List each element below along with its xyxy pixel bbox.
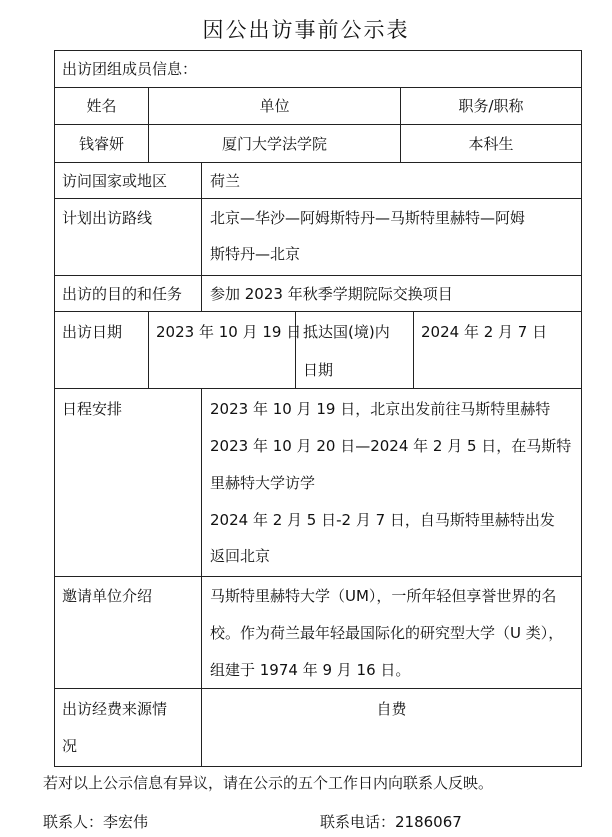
row-divider bbox=[54, 87, 582, 88]
col-divider bbox=[413, 311, 414, 389]
table-border-bottom bbox=[54, 766, 582, 767]
member-unit: 厦门大学法学院 bbox=[221, 135, 327, 153]
footer-notice: 若对以上公示信息有异议，请在公示的五个工作日内向联系人反映。 bbox=[43, 774, 494, 792]
route-label: 计划出访路线 bbox=[62, 209, 153, 227]
return-date: 2024 年 2 月 7 日 bbox=[421, 323, 548, 341]
funding-value: 自费 bbox=[376, 700, 407, 718]
footer-phone: 联系电话：2186067 bbox=[320, 813, 462, 831]
route-line-1: 北京—华沙—阿姆斯特丹—马斯特里赫特—阿姆 bbox=[210, 209, 526, 227]
purpose-label: 出访的目的和任务 bbox=[62, 285, 183, 303]
page-title: 因公出访事前公示表 bbox=[202, 18, 410, 42]
return-date-label-line-1: 抵达国(境)内 bbox=[303, 323, 390, 341]
member-position: 本科生 bbox=[468, 135, 514, 153]
country-label: 访问国家或地区 bbox=[62, 172, 168, 190]
footer-contact: 联系人：李宏伟 bbox=[43, 813, 149, 831]
inviter-line: 组建于 1974 年 9 月 16 日。 bbox=[210, 661, 411, 679]
table-border-top bbox=[54, 50, 582, 51]
schedule-line: 2024 年 2 月 5 日-2 月 7 日，自马斯特里赫特出发 bbox=[210, 511, 555, 529]
schedule-line: 里赫特大学访学 bbox=[210, 474, 316, 492]
row-divider bbox=[54, 198, 582, 199]
depart-date: 2023 年 10 月 19 日 bbox=[156, 323, 302, 341]
schedule-line: 2023 年 10 月 20 日—2024 年 2 月 5 日，在马斯特 bbox=[210, 437, 572, 455]
column-header-name: 姓名 bbox=[86, 97, 117, 115]
funding-label-line-2: 况 bbox=[62, 737, 78, 755]
table-border-left bbox=[54, 50, 55, 767]
schedule-line: 2023 年 10 月 19 日，北京出发前往马斯特里赫特 bbox=[210, 400, 551, 418]
inviter-line: 马斯特里赫特大学（UM），一所年轻但享誉世界的名 bbox=[210, 587, 557, 605]
row-divider bbox=[54, 275, 582, 276]
dates-label: 出访日期 bbox=[62, 323, 123, 341]
column-header-unit: 单位 bbox=[259, 97, 290, 115]
column-header-position: 职务/职称 bbox=[458, 97, 524, 115]
col-divider bbox=[201, 162, 202, 312]
members-header: 出访团组成员信息： bbox=[62, 60, 198, 78]
return-date-label-line-2: 日期 bbox=[303, 361, 334, 379]
country-value: 荷兰 bbox=[210, 172, 241, 190]
route-line-2: 斯特丹—北京 bbox=[210, 245, 301, 263]
purpose-value: 参加 2023 年秋季学期院际交换项目 bbox=[210, 285, 453, 303]
row-divider bbox=[54, 688, 582, 689]
schedule-line: 返回北京 bbox=[210, 547, 271, 565]
row-divider bbox=[54, 311, 582, 312]
row-divider bbox=[54, 162, 582, 163]
member-name: 钱睿妍 bbox=[78, 135, 124, 153]
row-divider bbox=[54, 576, 582, 577]
col-divider bbox=[148, 311, 149, 389]
row-divider bbox=[54, 388, 582, 389]
funding-label-line-1: 出访经费来源情 bbox=[62, 700, 168, 718]
schedule-label: 日程安排 bbox=[62, 400, 123, 418]
table-border-right bbox=[581, 50, 582, 767]
row-divider bbox=[54, 124, 582, 125]
inviter-line: 校。作为荷兰最年轻最国际化的研究型大学（U 类）， bbox=[210, 624, 564, 642]
inviter-label: 邀请单位介绍 bbox=[62, 587, 153, 605]
